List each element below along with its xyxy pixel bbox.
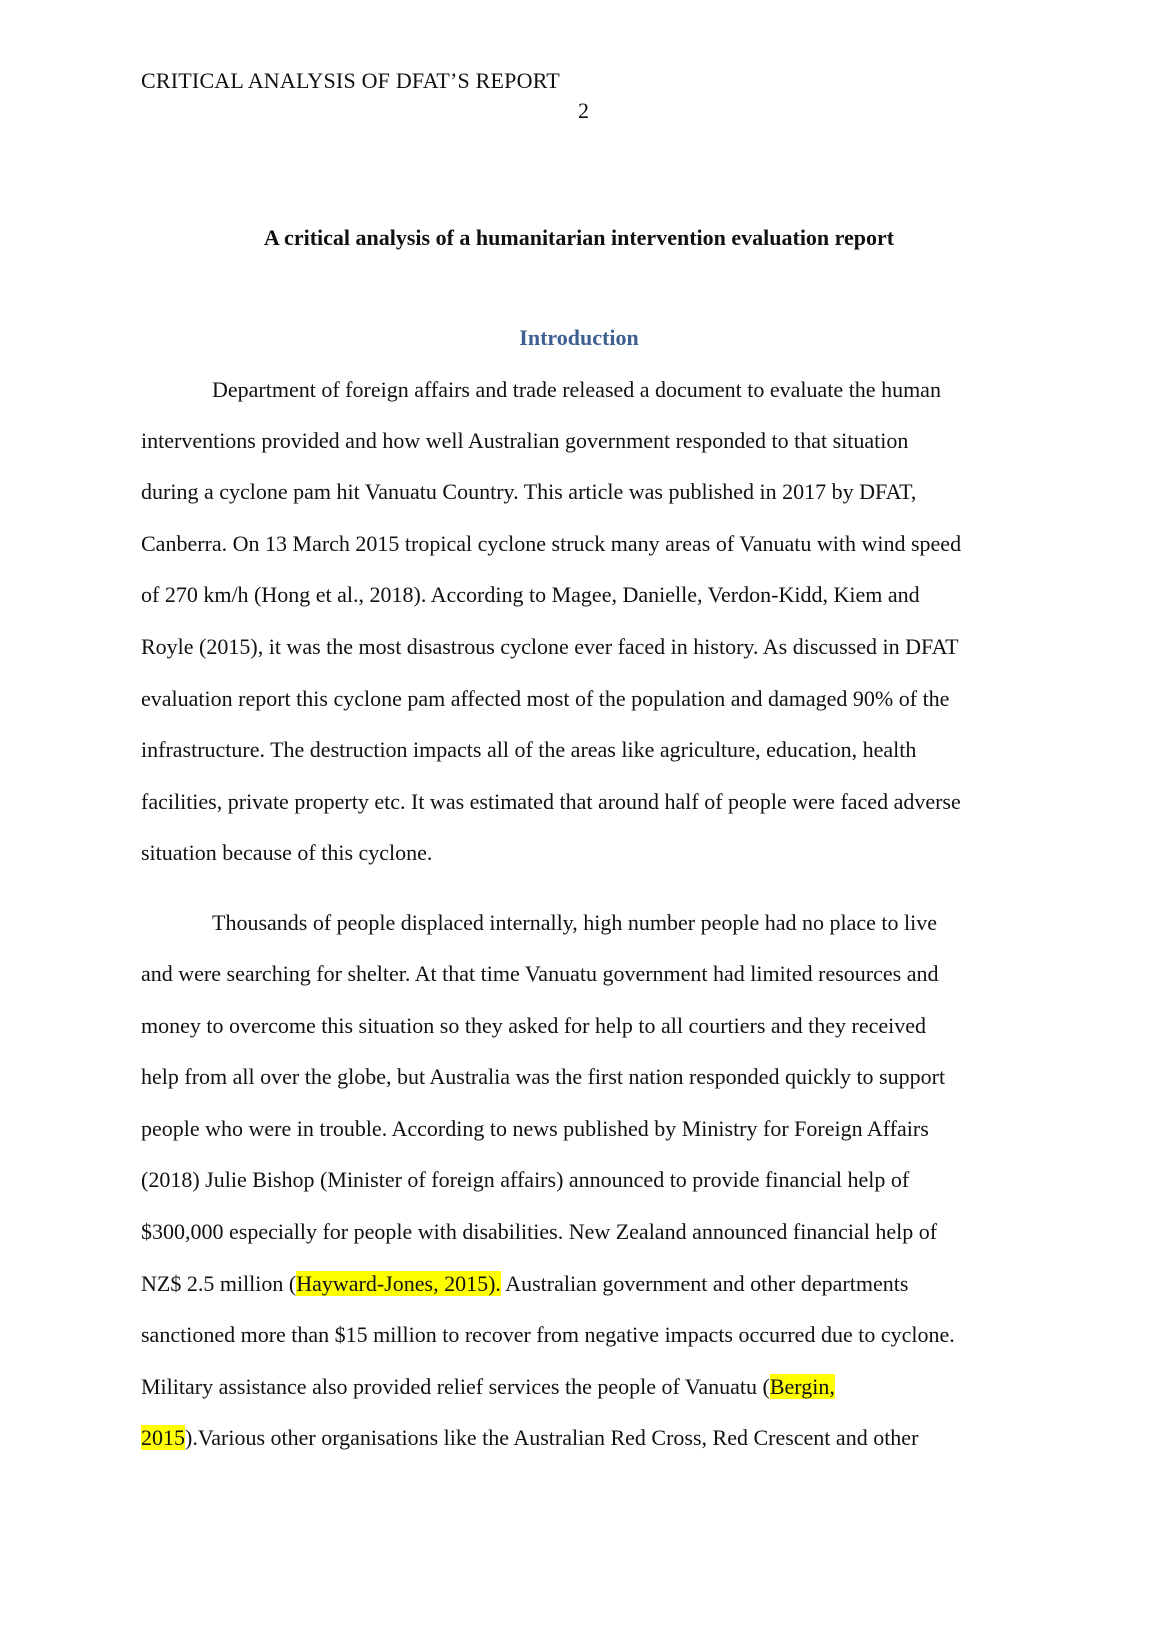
text-line: Thousands of people displaced internally, high number people had no place to live: [212, 910, 937, 935]
text-line: Royle (2015), it was the most disastrous cyclone ever faced in history. As discussed in DFAT: [141, 634, 959, 659]
text-span: ).Various other organisations like the Australian Red Cross, Red Crescent and other: [185, 1425, 919, 1450]
text-line: infrastructure. The destruction impacts all of the areas like agriculture, education, health: [141, 737, 917, 762]
highlighted-citation: Hayward-Jones, 2015).: [296, 1271, 501, 1296]
text-span: NZ$ 2.5 million (: [141, 1271, 297, 1296]
text-line: interventions provided and how well Australian government responded to that situation: [141, 428, 909, 453]
text-line: facilities, private property etc. It was estimated that around half of people were faced adverse: [141, 789, 961, 814]
text-line: (2018) Julie Bishop (Minister of foreign affairs) announced to provide financial help of: [141, 1167, 910, 1192]
text-line: Canberra. On 13 March 2015 tropical cyclone struck many areas of Vanuatu with wind speed: [141, 531, 962, 556]
text-line: sanctioned more than $15 million to recover from negative impacts occurred due to cyclone.: [141, 1322, 955, 1347]
text-line: $300,000 especially for people with disabilities. New Zealand announced financial help of: [141, 1219, 938, 1244]
text-line: and were searching for shelter. At that time Vanuatu government had limited resources and: [141, 961, 939, 986]
text-line: money to overcome this situation so they asked for help to all courtiers and they received: [141, 1013, 927, 1038]
text-line: people who were in trouble. According to news published by Ministry for Foreign Affairs: [141, 1116, 929, 1141]
text-span: Australian government and other departments: [500, 1271, 909, 1296]
highlighted-citation: Bergin,: [769, 1374, 835, 1399]
text-line: of 270 km/h (Hong et al., 2018). According to Magee, Danielle, Verdon-Kidd, Kiem and: [141, 582, 920, 607]
running-head: CRITICAL ANALYSIS OF DFAT’S REPORT: [141, 68, 560, 93]
text-line: [141, 1374, 835, 1400]
text-line: during a cyclone pam hit Vanuatu Country. This article was published in 2017 by DFAT,: [141, 479, 917, 504]
text-span: Military assistance also provided relief services the people of Vanuatu (: [141, 1374, 770, 1399]
text-line: situation because of this cyclone.: [141, 840, 433, 865]
text-line: help from all over the globe, but Australia was the first nation responded quickly to support: [141, 1064, 946, 1089]
text-line: Department of foreign affairs and trade released a document to evaluate the human: [212, 377, 941, 402]
text-line: [141, 1425, 918, 1451]
highlighted-citation: 2015: [141, 1425, 185, 1450]
text-line: [141, 1271, 908, 1297]
section-heading-introduction: Introduction: [519, 325, 639, 350]
text-line: evaluation report this cyclone pam affected most of the population and damaged 90% of the: [141, 686, 950, 711]
page-number: 2: [578, 98, 589, 123]
document-title: A critical analysis of a humanitarian intervention evaluation report: [263, 225, 895, 250]
